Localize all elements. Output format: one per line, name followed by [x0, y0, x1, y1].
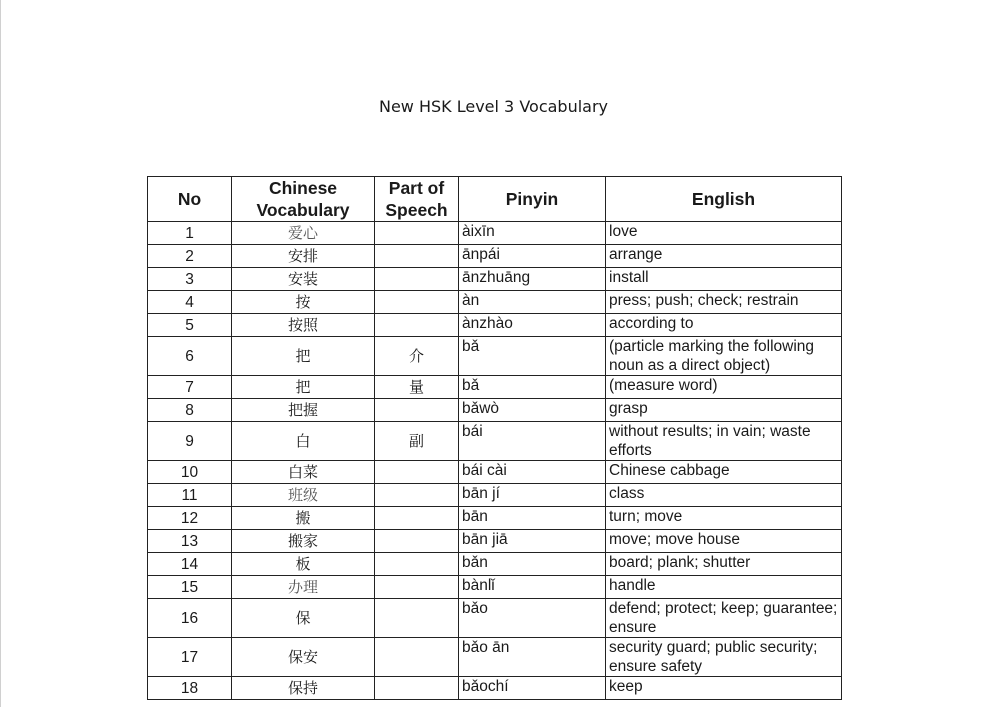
cell-part-of-speech: 量: [375, 376, 459, 399]
cell-no: 6: [148, 337, 232, 376]
cell-english: according to: [606, 314, 842, 337]
cell-english: security guard; public security; ensure safety: [606, 638, 842, 677]
cell-no: 10: [148, 461, 232, 484]
cell-english: (measure word): [606, 376, 842, 399]
cell-part-of-speech: [375, 461, 459, 484]
cell-pinyin: bái cài: [459, 461, 606, 484]
table-row: [148, 576, 842, 599]
cell-pinyin: bái: [459, 422, 606, 461]
cell-pinyin: ānzhuāng: [459, 268, 606, 291]
cell-part-of-speech: [375, 576, 459, 599]
table-row: [148, 507, 842, 530]
cell-pinyin: bān: [459, 507, 606, 530]
cell-part-of-speech: [375, 553, 459, 576]
table-row: [148, 268, 842, 291]
cell-chinese: 把: [232, 337, 375, 376]
cell-chinese: 按照: [232, 314, 375, 337]
table-row: [148, 399, 842, 422]
cell-pinyin: bǎ: [459, 376, 606, 399]
cell-no: 17: [148, 638, 232, 677]
cell-chinese: 保安: [232, 638, 375, 677]
cell-english: without results; in vain; waste efforts: [606, 422, 842, 461]
table-row: [148, 599, 842, 638]
cell-no: 2: [148, 245, 232, 268]
cell-part-of-speech: [375, 677, 459, 700]
cell-chinese: 安排: [232, 245, 375, 268]
table-row: [148, 245, 842, 268]
document-title: New HSK Level 3 Vocabulary: [378, 97, 609, 116]
table-row: [148, 222, 842, 245]
cell-chinese: 办理: [232, 576, 375, 599]
table-row: [148, 461, 842, 484]
cell-pinyin: bān jiā: [459, 530, 606, 553]
cell-part-of-speech: [375, 314, 459, 337]
cell-english: install: [606, 268, 842, 291]
cell-english: keep: [606, 677, 842, 700]
cell-no: 13: [148, 530, 232, 553]
cell-part-of-speech: 介: [375, 337, 459, 376]
cell-part-of-speech: [375, 638, 459, 677]
table-row: [148, 530, 842, 553]
cell-english: defend; protect; keep; guarantee; ensure: [606, 599, 842, 638]
cell-no: 18: [148, 677, 232, 700]
cell-no: 4: [148, 291, 232, 314]
cell-english: press; push; check; restrain: [606, 291, 842, 314]
cell-pinyin: àixīn: [459, 222, 606, 245]
cell-part-of-speech: [375, 222, 459, 245]
table-row: [148, 337, 842, 376]
header-pos-line2: Speech: [385, 200, 448, 220]
cell-pinyin: bǎwò: [459, 399, 606, 422]
header-part-of-speech: [375, 177, 459, 222]
cell-no: 12: [148, 507, 232, 530]
cell-part-of-speech: [375, 484, 459, 507]
cell-no: 16: [148, 599, 232, 638]
cell-chinese: 安装: [232, 268, 375, 291]
table-row: [148, 314, 842, 337]
cell-english: arrange: [606, 245, 842, 268]
cell-pinyin: àn: [459, 291, 606, 314]
cell-pinyin: bǎo ān: [459, 638, 606, 677]
table-row: [148, 638, 842, 677]
vocabulary-table: [147, 176, 842, 700]
cell-part-of-speech: [375, 399, 459, 422]
cell-no: 14: [148, 553, 232, 576]
cell-no: 7: [148, 376, 232, 399]
cell-chinese: 把握: [232, 399, 375, 422]
cell-no: 15: [148, 576, 232, 599]
cell-pinyin: ànzhào: [459, 314, 606, 337]
cell-english: move; move house: [606, 530, 842, 553]
cell-no: 1: [148, 222, 232, 245]
table-body: [148, 222, 842, 700]
cell-part-of-speech: [375, 291, 459, 314]
cell-no: 11: [148, 484, 232, 507]
cell-pinyin: bǎo: [459, 599, 606, 638]
header-chinese-line2: Vocabulary: [256, 200, 350, 220]
cell-chinese: 搬家: [232, 530, 375, 553]
cell-part-of-speech: [375, 599, 459, 638]
cell-pinyin: ānpái: [459, 245, 606, 268]
cell-part-of-speech: [375, 268, 459, 291]
cell-chinese: 白菜: [232, 461, 375, 484]
cell-part-of-speech: [375, 530, 459, 553]
table-row: [148, 677, 842, 700]
cell-chinese: 保持: [232, 677, 375, 700]
table-row: [148, 484, 842, 507]
cell-chinese: 保: [232, 599, 375, 638]
cell-chinese: 搬: [232, 507, 375, 530]
table-row: [148, 553, 842, 576]
cell-chinese: 班级: [232, 484, 375, 507]
header-no: No: [148, 177, 232, 222]
cell-pinyin: bǎ: [459, 337, 606, 376]
cell-chinese: 板: [232, 553, 375, 576]
header-english: English: [606, 177, 842, 222]
cell-english: grasp: [606, 399, 842, 422]
header-pinyin: Pinyin: [459, 177, 606, 222]
cell-chinese: 爱心: [232, 222, 375, 245]
cell-no: 8: [148, 399, 232, 422]
table-row: [148, 376, 842, 399]
table-row: [148, 291, 842, 314]
cell-pinyin: bān jí: [459, 484, 606, 507]
header-row: [148, 177, 842, 222]
cell-no: 5: [148, 314, 232, 337]
cell-part-of-speech: 副: [375, 422, 459, 461]
header-chinese-line1: Chinese: [268, 178, 338, 198]
cell-no: 3: [148, 268, 232, 291]
header-pos-line1: Part of: [388, 178, 445, 198]
cell-part-of-speech: [375, 245, 459, 268]
cell-english: board; plank; shutter: [606, 553, 842, 576]
cell-english: turn; move: [606, 507, 842, 530]
cell-pinyin: bǎn: [459, 553, 606, 576]
cell-english: class: [606, 484, 842, 507]
cell-chinese: 白: [232, 422, 375, 461]
cell-part-of-speech: [375, 507, 459, 530]
header-chinese-vocabulary: [232, 177, 375, 222]
table-row: [148, 422, 842, 461]
cell-english: (particle marking the following noun as a direct object): [606, 337, 842, 376]
cell-pinyin: bǎochí: [459, 677, 606, 700]
cell-chinese: 按: [232, 291, 375, 314]
cell-english: love: [606, 222, 842, 245]
cell-english: handle: [606, 576, 842, 599]
cell-pinyin: bànlǐ: [459, 576, 606, 599]
cell-no: 9: [148, 422, 232, 461]
cell-english: Chinese cabbage: [606, 461, 842, 484]
cell-chinese: 把: [232, 376, 375, 399]
